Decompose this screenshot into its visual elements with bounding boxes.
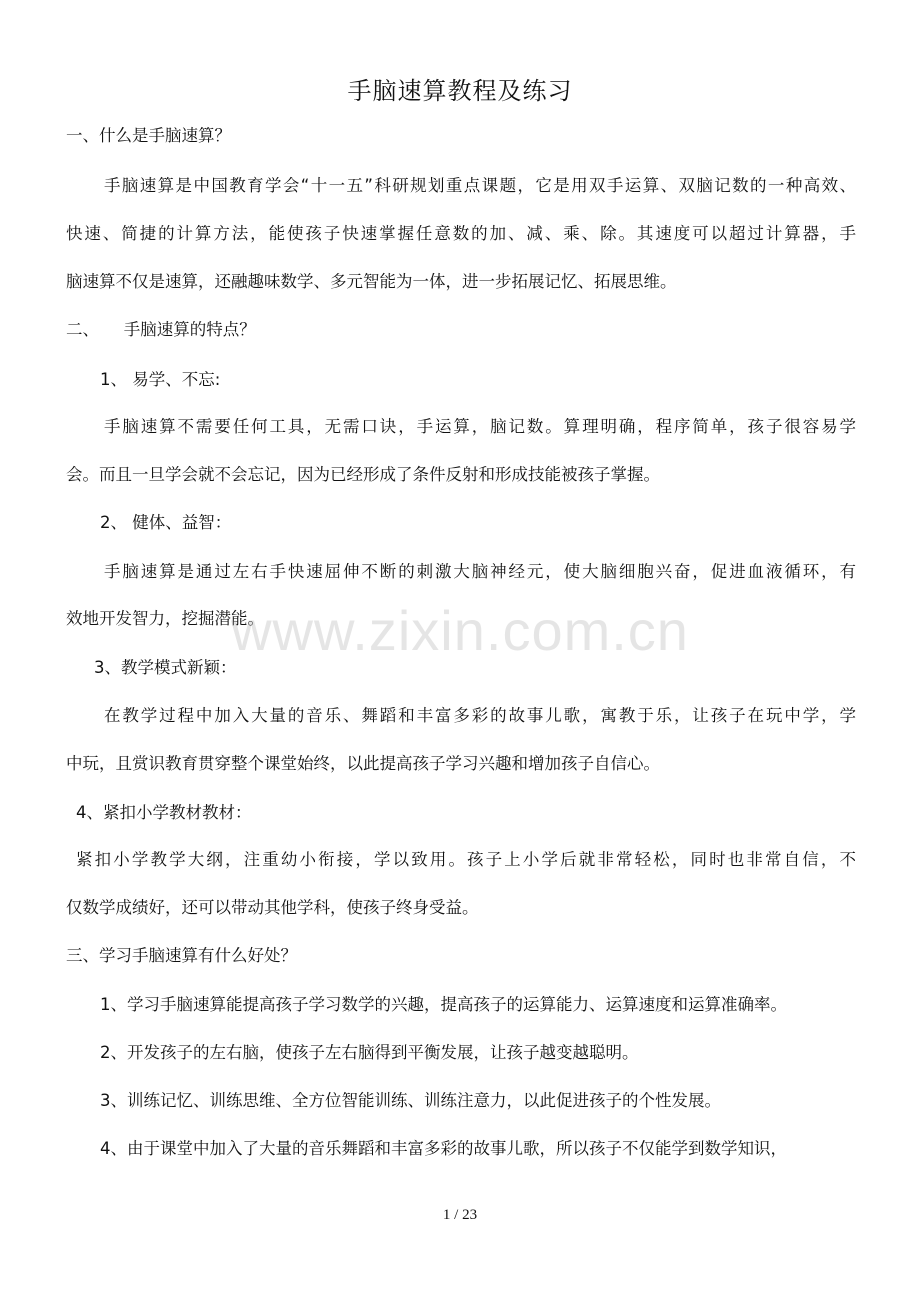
page-number: 1 / 23	[442, 1207, 478, 1223]
paragraph-line: 中玩，且赏识教育贯穿整个课堂始终，以此提高孩子学习兴趣和增加孩子自信心。	[66, 754, 660, 773]
paragraph-line: 效地开发智力，挖掘潜能。	[66, 609, 264, 628]
subsection-heading: 3、教学模式新颖：	[94, 658, 237, 677]
paragraph-line: 脑速算不仅是速算，还融趣味数学、多元智能为一体，进一步拓展记忆、拓展思维。	[66, 272, 677, 291]
paragraph-line: 快速、简捷的计算方法，能使孩子快速掌握任意数的加、减、乘、除。其速度可以超过计算器，手	[66, 224, 856, 243]
section-heading-2: 二、 手脑速算的特点？	[66, 320, 256, 339]
list-item: 1、学习手脑速算能提高孩子学习数学的兴趣，提高孩子的运算能力、运算速度和运算准确率。	[100, 995, 787, 1014]
paragraph-line: 手脑速算不需要任何工具，无需口诀，手运算，脑记数。算理明确，程序简单，孩子很容易学	[104, 417, 856, 436]
list-item: 3、训练记忆、训练思维、全方位智能训练、训练注意力，以此促进孩子的个性发展。	[100, 1091, 721, 1110]
subsection-heading: 4、紧扣小学教材教材：	[76, 803, 252, 822]
paragraph-line: 手脑速算是通过左右手快速屈伸不断的刺激大脑神经元，使大脑细胞兴奋，促进血液循环，有	[104, 562, 856, 581]
section-heading-3: 三、学习手脑速算有什么好处？	[66, 946, 297, 965]
list-item: 2、开发孩子的左右脑，使孩子左右脑得到平衡发展，让孩子越变越聪明。	[100, 1043, 639, 1062]
watermark: www.zixin.com.cn	[231, 599, 689, 662]
subsection-heading: 1、 易学、不忘:	[100, 370, 221, 389]
list-item: 4、由于课堂中加入了大量的音乐舞蹈和丰富多彩的故事儿歌，所以孩子不仅能学到数学知识，	[100, 1139, 787, 1158]
paragraph-line: 会。而且一旦学会就不会忘记，因为已经形成了条件反射和形成技能被孩子掌握。	[66, 465, 660, 484]
paragraph-line: 在教学过程中加入大量的音乐、舞蹈和丰富多彩的故事儿歌，寓教于乐，让孩子在玩中学，学	[104, 706, 856, 725]
subsection-heading: 2、 健体、益智：	[100, 513, 232, 532]
paragraph-line: 紧扣小学教学大纲，注重幼小衔接，学以致用。孩子上小学后就非常轻松，同时也非常自信，不	[76, 850, 856, 869]
document-title: 手脑速算教程及练习	[347, 77, 573, 105]
paragraph-line: 手脑速算是中国教育学会“十一五”科研规划重点课题，它是用双手运算、双脑记数的一种高效、	[104, 176, 856, 195]
paragraph-line: 仅数学成绩好，还可以带动其他学科，使孩子终身受益。	[66, 898, 479, 917]
section-heading-1: 一、什么是手脑速算？	[66, 126, 231, 145]
